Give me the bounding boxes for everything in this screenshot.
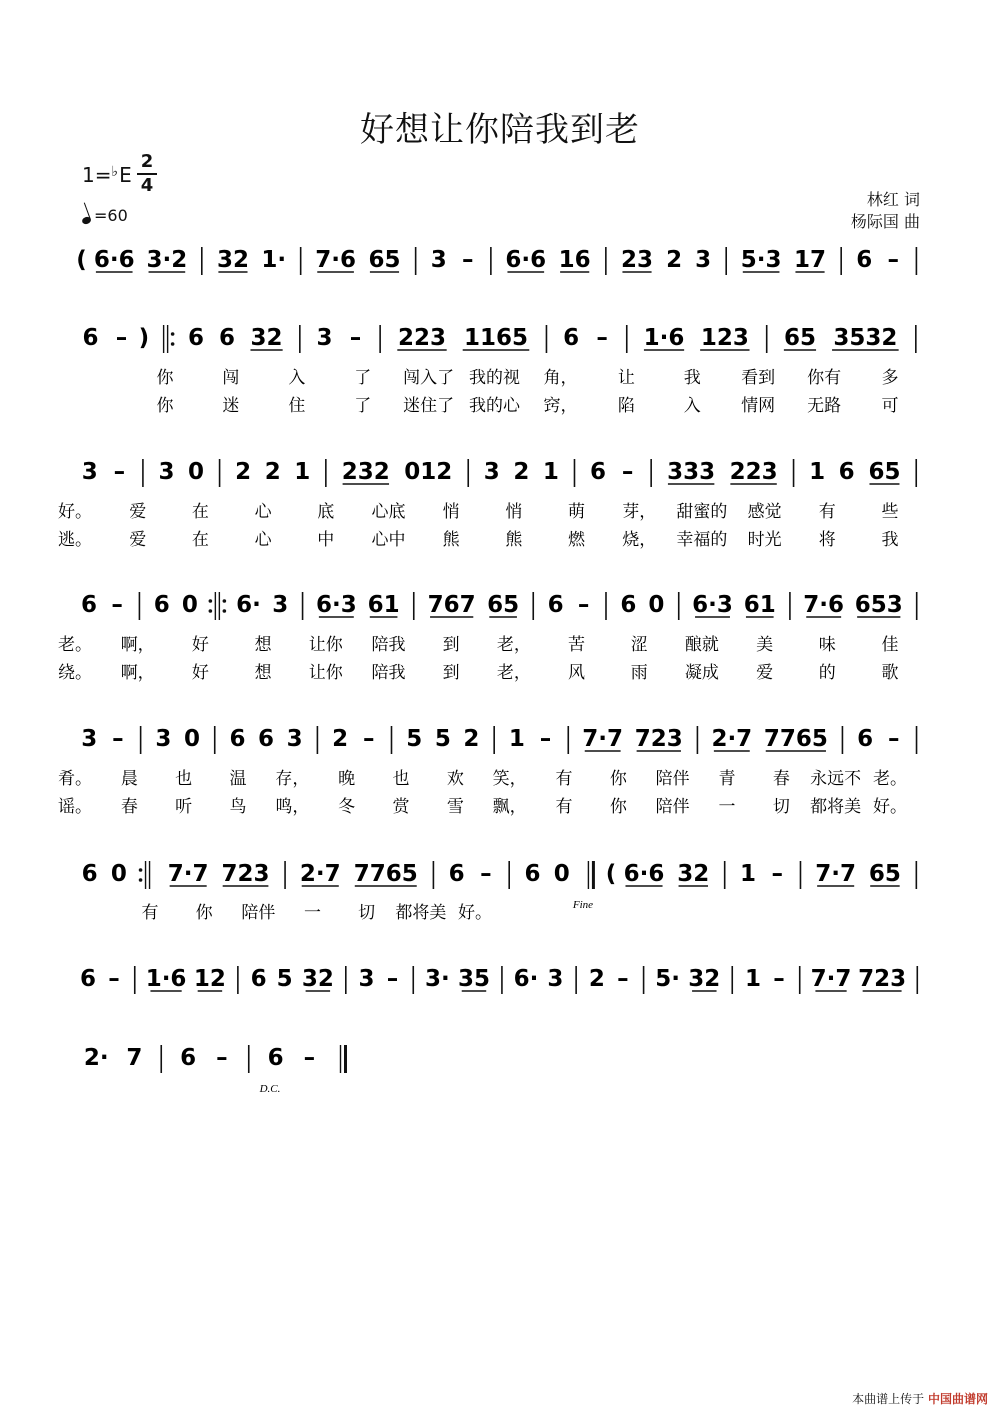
lyric-syllable: 看到 [741,368,776,388]
lyric-syllable: 雨 [630,663,648,683]
lyric-syllable: 闯入了 [403,368,455,388]
lyric-syllable: 都将美 [395,903,447,923]
note-group: 3· [424,966,450,992]
note-group: – [386,966,399,992]
note-group: – [113,459,126,485]
note-group: 2 [332,726,349,752]
note-group: 6 [81,861,98,887]
note-group: 1 [542,459,559,485]
brand-logo: 中国曲谱网 [927,1392,988,1406]
lyric-syllable: 你 [609,769,627,789]
note-group: 3 [430,247,447,273]
lyric-syllable: 存， [275,769,310,789]
note-group: – [617,966,629,992]
lyric-syllable: 了 [354,368,372,388]
lyric-syllable: 好。 [873,797,907,817]
note-group: 2 [235,459,252,485]
tempo-value: =60 [94,206,128,225]
lyric-syllable: 你 [156,396,174,416]
lyric-syllable: 甜蜜的 [676,502,728,522]
note-group: 2 [513,459,530,485]
lyric-syllable: 晨 [120,769,138,789]
note-group: 3 [547,966,564,992]
lyric-syllable: 熊 [442,530,460,550]
repeat-dot [139,878,143,882]
note-group: 5 [406,726,423,752]
note-group: 6 [258,726,275,752]
note-group: 35 [457,966,490,992]
lyric-syllable: 谣。 [58,797,92,817]
note-group: 61 [367,592,400,618]
note-group: 6·3 [315,592,357,618]
lyric-syllable: 熊 [505,530,523,550]
lyric-syllable: 陪伴 [655,797,690,817]
lyric-syllable: 底 [317,502,335,522]
dc-mark: D.C. [259,1083,281,1095]
note-group: 1·6 [145,966,187,992]
lyric-syllable: 悄 [442,502,460,522]
lyric-syllable: 绕。 [58,663,92,683]
lyric-syllable: 燃 [568,530,586,550]
note-group: – [115,325,128,351]
lyric-syllable: 悄 [505,502,523,522]
lyric-syllable: 凝成 [684,663,719,683]
note-group: 6 [250,966,267,992]
note-group: 2· [83,1045,109,1071]
note-group: 32 [216,247,249,273]
note-group: 723 [634,726,683,752]
note-group: 2 [588,966,605,992]
fine-mark: Fine [572,899,594,911]
note-group: 2 [666,247,683,273]
note-group: 3 [286,726,303,752]
lyric-syllable: 老。 [58,635,92,655]
note-group: 6 [524,861,541,887]
lyric-syllable: 风 [568,663,586,683]
lyric-syllable: 时光 [747,530,782,550]
song-title: 好想让你陪我到老 [360,110,640,150]
repeat-dot [223,599,227,603]
note-group: 3 [81,726,98,752]
note-group: 6 [448,861,465,887]
lyric-syllable: 幸福的 [676,530,728,550]
lyric-syllable: 切 [772,797,790,817]
note-group: – [303,1045,316,1071]
lyric-syllable: 可 [881,396,899,416]
note-group: 653 [854,592,903,618]
lyric-syllable: 心中 [371,530,406,550]
lyric-syllable: 入 [683,396,701,416]
lyric-syllable: 也 [175,769,193,789]
note-group: 7·7 [810,966,852,992]
lyric-syllable: 将 [818,530,836,550]
note-group: 723 [221,861,270,887]
note-group: 3·2 [146,247,188,273]
lyric-syllable: 无路 [807,396,842,416]
note-group: 5· [655,966,681,992]
lyric-syllable: 迷 [222,396,240,416]
lyric-syllable: 好 [191,663,209,683]
note-group: 5·3 [740,247,782,273]
lyric-syllable: 多 [881,368,899,388]
lyric-syllable: 我的视 [469,368,521,388]
note-group: 723 [858,966,907,992]
note-group: 7·6 [803,592,845,618]
lyric-syllable: 想 [254,663,272,683]
note-group: 6· [513,966,539,992]
lyric-syllable: 赏 [392,797,410,817]
lyric-syllable: 都将美 [810,797,862,817]
lyric-syllable: 雪 [446,797,464,817]
note-group: 3532 [833,325,898,351]
note-group: 7 [126,1045,143,1071]
note-group: 1165 [463,325,528,351]
note-group: 6·6 [505,247,547,273]
note-group: 6·6 [623,861,665,887]
lyric-syllable: 我的心 [469,396,521,416]
lyric-syllable: 入 [288,368,306,388]
note-group: 61 [743,592,776,618]
lyric-syllable: 陪伴 [241,903,276,923]
note-group: 7765 [353,861,418,887]
time-signature-top: 2 [140,151,154,172]
lyric-syllable: 歌 [881,663,899,683]
note-group: 6 [80,966,97,992]
note-group: 0 [110,861,127,887]
note-group: 6 [180,1045,197,1071]
note-group: 0 [648,592,665,618]
lyric-syllable: 味 [818,635,836,655]
lyricist-credit: 林红 词 [866,190,920,209]
lyric-syllable: 了 [354,396,372,416]
lyric-syllable: 老。 [873,769,907,789]
note-group: 7765 [763,726,828,752]
note-group: – [887,247,900,273]
note-group: 3 [158,459,175,485]
lyric-syllable: 青 [718,769,736,789]
note-group: 2·7 [711,726,753,752]
repeat-dot [139,868,143,872]
lyric-syllable: 老， [496,663,531,683]
lyric-syllable: 笑， [492,769,527,789]
lyric-syllable: 你有 [807,368,842,388]
upload-footer [852,1390,988,1407]
lyric-syllable: 有 [818,502,836,522]
lyric-syllable: 有 [141,903,159,923]
note-group: 65 [487,592,520,618]
repeat-dot [171,332,175,336]
note-group: 0 [181,592,198,618]
composer-credit: 杨际国 曲 [850,212,920,231]
lyric-syllable: 心底 [371,502,406,522]
lyric-syllable: 好。 [58,502,92,522]
lyric-syllable: 逃。 [58,530,92,550]
lyric-syllable: 你 [609,797,627,817]
note-group: ( [76,247,87,273]
note-group: 1·6 [643,325,685,351]
note-group: 223 [729,459,778,485]
note-group: – [111,592,123,618]
note-group: – [577,592,590,618]
flat-sign: ♭ [111,164,119,180]
repeat-dot [223,609,227,613]
note-group: ( [605,861,617,887]
lyric-syllable: 让你 [308,663,343,683]
note-group: 32 [250,325,283,351]
key-prefix: 1= [82,163,112,187]
lyric-syllable: 在 [191,530,209,550]
lyric-syllable: 萌 [568,502,586,522]
note-group: 3 [316,325,333,351]
note-group: 16 [558,247,591,273]
note-group: 3 [81,459,98,485]
note-group: – [112,726,124,752]
note-group: 1 [744,966,761,992]
repeat-dot [209,609,213,613]
note-group: 2 [264,459,281,485]
note-group: 767 [427,592,476,618]
lyric-syllable: 心 [254,530,272,550]
note-group: 1 [739,861,756,887]
note-group: 23 [621,247,654,273]
lyric-syllable: 陪我 [371,635,406,655]
note-group: 7·7 [167,861,209,887]
lyric-syllable: 窍， [543,396,578,416]
lyric-syllable: 到 [442,635,460,655]
note-group: 1 [809,459,826,485]
lyric-syllable: 感觉 [747,502,782,522]
lyric-syllable: 晚 [338,769,356,789]
note-group: 3 [483,459,500,485]
note-group: – [362,726,375,752]
lyric-syllable: 住 [288,396,306,416]
lyric-syllable: 陪伴 [655,769,690,789]
note-group: 32 [301,966,334,992]
lyric-syllable: 中 [317,530,335,550]
note-group: 3 [155,726,172,752]
repeat-dot [171,342,175,346]
lyric-syllable: 佳 [881,635,899,655]
note-group: 32 [688,966,721,992]
note-group: 6 [188,325,205,351]
note-group: – [216,1045,228,1071]
note-group: 6 [857,726,874,752]
lyric-syllable: 到 [442,663,460,683]
lyric-syllable: 一 [718,797,736,817]
lyric-syllable: 芽， [622,502,657,522]
lyric-syllable: 冬 [338,797,356,817]
lyric-syllable: 肴。 [58,769,92,789]
lyric-syllable: 让你 [308,635,343,655]
note-group: – [621,459,634,485]
lyric-syllable: 情网 [741,396,776,416]
lyric-syllable: 烧， [622,530,657,550]
lyric-syllable: 苦 [568,635,586,655]
lyric-syllable: 心 [254,502,272,522]
lyric-syllable: 好 [191,635,209,655]
lyric-syllable: 爱 [129,530,147,550]
lyric-syllable: 角， [543,368,578,388]
lyric-syllable: 陷 [617,396,635,416]
time-signature-bottom: 4 [140,175,154,196]
note-group: 6 [267,1045,284,1071]
note-group: 32 [677,861,710,887]
lyric-syllable: 我 [881,530,899,550]
note-group: 7·6 [315,247,356,273]
note-group: 5 [434,726,451,752]
note-group: 6· [236,592,261,618]
lyric-syllable: 温 [229,769,247,789]
note-group: 6 [620,592,637,618]
lyric-syllable: 有 [555,769,573,789]
note-group: 7·7 [582,726,624,752]
note-group: 012 [404,459,453,485]
lyric-syllable: 的 [818,663,836,683]
note-group: 2·7 [299,861,341,887]
lyric-syllable: 鸣， [275,797,310,817]
note-group: 6·6 [93,247,135,273]
note-group: – [349,325,362,351]
note-group: 1 [508,726,525,752]
note-group: 0 [188,459,205,485]
note-group: – [596,325,608,351]
note-group: 6 [229,726,246,752]
note-group: – [539,726,552,752]
lyric-syllable: 酿就 [684,635,719,655]
note-group: 1· [261,247,287,273]
note-group: 223 [397,325,447,351]
note-group: 6 [590,459,607,485]
note-group: 6 [563,325,580,351]
note-group: – [888,726,900,752]
key-letter: E [119,163,132,187]
lyric-syllable: 一 [304,903,321,923]
lyric-syllable: 欢 [446,769,464,789]
lyric-syllable: 春 [772,769,790,789]
lyric-syllable: 闯 [222,368,240,388]
note-group: 3 [358,966,375,992]
lyric-syllable: 爱 [129,502,147,522]
note-group: 6 [838,459,855,485]
note-group: 17 [794,247,827,273]
note-group: 6 [81,592,98,618]
lyric-syllable: 涩 [630,635,648,655]
note-group: 232 [341,459,390,485]
lyric-syllable: 春 [120,797,138,817]
lyric-syllable: 你 [195,903,213,923]
lyric-syllable: 切 [358,903,376,923]
lyric-syllable: 啊， [120,635,155,655]
note-group: 65 [868,459,901,485]
lyric-syllable: 美 [756,635,774,655]
note-group: 6 [547,592,564,618]
lyric-syllable: 老， [496,635,531,655]
lyric-syllable: 啊， [120,663,155,683]
note-group: 6 [153,592,170,618]
note-group: 0 [183,726,200,752]
note-group: – [773,966,785,992]
lyric-syllable: 陪我 [371,663,406,683]
lyric-syllable: 你 [156,368,174,388]
note-group: 3 [695,247,712,273]
repeat-dot [209,599,213,603]
note-group: 12 [193,966,226,992]
note-group: 3 [272,592,289,618]
note-group: 123 [700,325,749,351]
lyric-syllable: 迷住了 [403,396,455,416]
note-group: – [771,861,783,887]
lyric-syllable: 听 [175,797,193,817]
note-group: 65 [783,325,816,351]
note-group: 2 [463,726,480,752]
lyric-syllable: 些 [881,502,899,522]
lyric-syllable: 飘， [492,797,527,817]
note-group: 6 [218,325,235,351]
note-group: 65 [368,247,401,273]
lyric-syllable: 我 [683,368,701,388]
note-group: – [108,966,120,992]
lyric-syllable: 鸟 [229,797,247,817]
lyric-syllable: 有 [555,797,573,817]
note-group: ) [138,325,150,351]
note-group: 6 [856,247,873,273]
note-group: – [462,247,474,273]
lyric-syllable: 在 [191,502,209,522]
note-group: 65 [868,861,901,887]
note-group: 5 [276,966,293,992]
lyric-syllable: 想 [254,635,272,655]
lyric-syllable: 好。 [458,903,492,923]
lyric-syllable: 爱 [756,663,774,683]
note-group: 0 [553,861,570,887]
note-group: 6 [82,325,99,351]
note-group: – [480,861,492,887]
note-group: 7·7 [815,861,857,887]
lyric-syllable: 让 [617,368,635,388]
lyric-syllable: 也 [392,769,410,789]
footer-text: 本曲谱上传于 [852,1392,925,1406]
note-group: 333 [667,459,716,485]
note-group: 6·3 [692,592,733,618]
note-group: 1 [294,459,311,485]
lyric-syllable: 永远不 [810,769,862,789]
